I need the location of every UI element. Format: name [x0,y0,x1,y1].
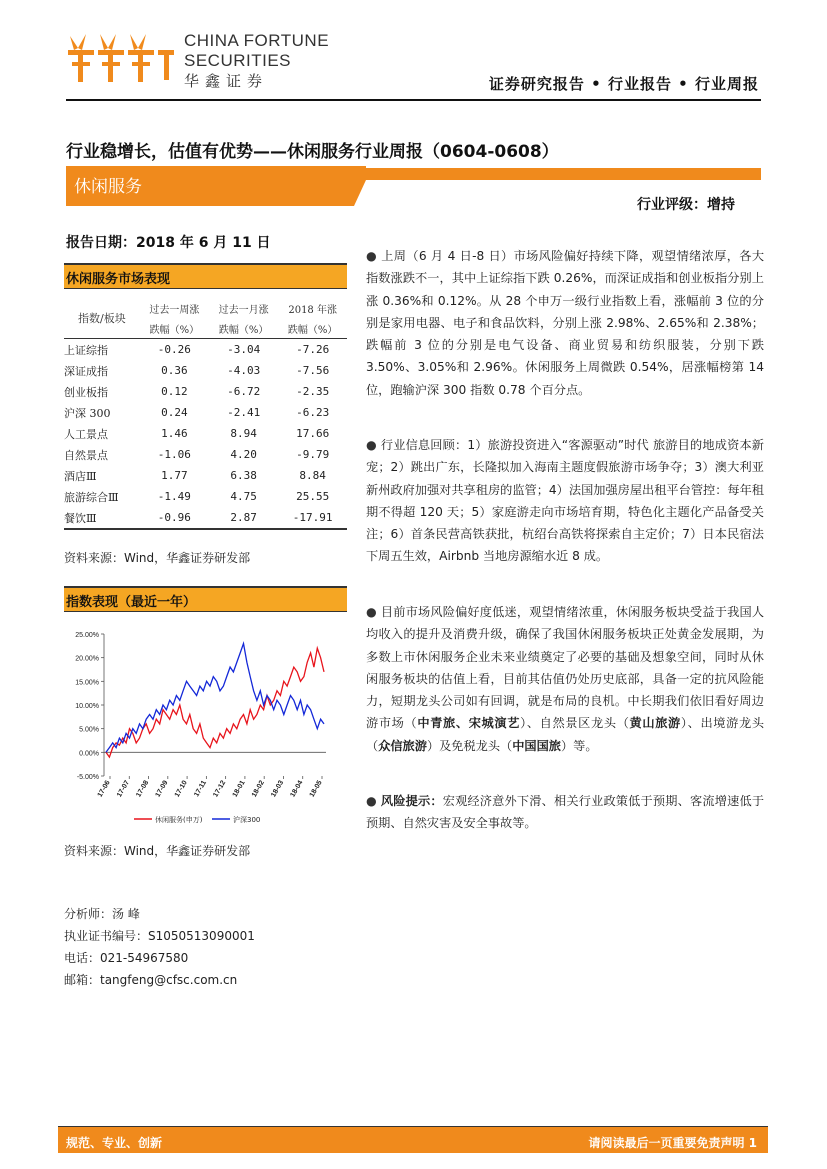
chart-heading-text: 指数表现（最近一年） [66,595,197,610]
paragraph-text: ）等。 [561,738,598,753]
row-value: 0.12 [161,385,188,398]
row-label: 自然景点 [64,448,108,462]
report-title: 行业稳增长，估值有优势——休闲服务行业周报（0604-0608） [66,142,559,162]
row-value: -6.72 [227,385,261,398]
industry-rating: 行业评级：增持 [637,197,735,213]
y-tick-label: 0.00% [79,750,99,758]
y-tick-label: -5.00% [76,774,99,781]
brand-name-en-line2: SECURITIES [184,51,292,70]
chart-heading [64,586,347,612]
row-value: 0.36 [161,364,188,377]
x-tick-label: 17-09 [154,779,170,799]
company-logo [66,28,178,90]
row-value: 8.94 [230,427,257,440]
market-table-heading-text: 休闲服务市场表现 [66,272,171,287]
y-tick-label: 25.00% [75,632,99,639]
series-line [106,648,324,757]
row-value: 17.66 [296,427,330,440]
chart-source: 资料来源：Wind，华鑫证券研发部 [64,844,251,858]
paragraph-market-review [366,245,764,401]
row-label: 创业板指 [64,385,108,399]
row-value: -17.91 [278,507,347,529]
paragraph-text: ）、自然景区龙头（ [520,716,630,731]
table-row [64,360,347,381]
legend-label: 休闲服务(申万) [155,816,203,824]
paragraph-text: 上周（6 月 4 日-8 日）市场风险偏好持续下降，观望情绪浓厚，各大指数涨跌不一，其中上证综指下跌 0.26%，而深证成指和创业板指分别上涨 0.36%和 0.12%。从 28 个申万一级行业指数上看，涨幅前 3 位的分别是家用电器、电子和食品饮料，分别上涨 2.98%、2.65%和 2.38%；跌幅前 3 位的分别是电气设备、商业贸易和纺织服装，分别下跌 3.50%、3.05%和 2.96%。休闲服务上周微跌 0.54%，居涨幅榜第 14 位，跑输沪深 300 指数 0.78 个百分点。 [366,249,765,397]
table-row [64,465,347,486]
footer-slogan: 规范、专业、创新 [66,1136,163,1150]
paragraph-text: 行业信息回顾：1）旅游投资进入“客源驱动”时代 旅游目的地成资本新宠；2）跳出广东，长隆拟加入海南主题度假旅游市场争夺；3）澳大利亚新州政府加强对共享租房的监管；4）法国加强房屋出租平台管控：每年租期不得超 120 天；5）家庭游走向市场培育期，特色化主题化产品备受关注；6）首条民营高铁获批，杭绍台高铁将探索自主定价；7）日本民宿法下周五生效，Airbnb 当地房源缩水近 8 成。 [366,438,764,564]
row-label: 上证综指 [64,343,108,357]
table-row [64,339,347,361]
bullet-icon: ● [366,249,377,263]
row-value: 1.77 [161,469,188,482]
analyst-name: 分析师：汤 峰 [64,907,140,921]
x-tick-label: 18-04 [289,779,305,799]
col-header-month: 过去一月涨 [218,304,269,316]
col-header-year: 2018 年涨 [288,304,337,316]
header-rule [66,99,761,101]
paragraph-text: ）及免税龙头（ [426,738,513,753]
paragraph-risk [366,790,764,835]
row-value: -4.03 [227,364,261,377]
row-value: 6.38 [230,469,257,482]
stock-pick: 中青旅、宋城演艺 [417,716,521,731]
row-label: 人工景点 [64,427,108,441]
legend-label: 沪深300 [233,816,261,824]
row-value: 1.46 [161,427,188,440]
row-value: 8.84 [299,469,326,482]
bullet-icon: ● [366,794,377,808]
report-category: 证券研究报告 • 行业报告 • 行业周报 [488,75,759,93]
row-value: 4.20 [230,448,257,461]
paragraph-text: 目前市场风险偏好度低迷，观望情绪浓重，休闲服务板块受益于我国人均收入的提升及消费升级，确保了我国休闲服务板块正处黄金发展期，为多数上市休闲服务企业未来业绩奠定了必要的基础及想象空间，同时从休闲服务板块的估值上看，目前其估值仍处历史底部，具备一定的抗风险能力，短期龙头公司如有回调，就是布局的良机。中长期我们依旧看好周边游市场（ [366,605,765,731]
paragraph-industry-news [366,434,764,568]
row-value: -0.26 [157,343,191,356]
row-value: 25.55 [296,490,330,503]
bullet-icon: ● [366,605,377,619]
logo-mark-icon [66,28,178,90]
row-value: -2.35 [296,385,330,398]
x-tick-label: 17-10 [173,779,189,799]
table-row [64,486,347,507]
row-value: -7.26 [296,343,330,356]
series-line [106,644,324,753]
paragraph-text: 宏观经济意外下滑、相关行业政策低于预期、客流增速低于预期、自然灾害及安全事故等。 [366,794,765,831]
paragraph-outlook [366,601,764,757]
y-tick-label: 5.00% [79,726,99,734]
table-source: 资料来源：Wind，华鑫证券研发部 [64,551,251,565]
col-header-year-unit: 跌幅（%） [278,318,347,339]
row-value: 0.24 [161,406,188,419]
stock-pick: 众信旅游 [378,738,427,753]
table-row [64,423,347,444]
analyst-cert: 执业证书编号：S1050513090001 [64,929,255,943]
bullet-icon: ● [366,438,377,452]
x-tick-label: 17-12 [212,779,228,799]
x-tick-label: 17-08 [135,779,151,799]
table-row [64,381,347,402]
row-value: -1.49 [157,490,191,503]
risk-heading: 风险提示： [380,794,443,808]
y-tick-label: 10.00% [75,703,99,710]
index-performance-chart [64,626,339,831]
x-tick-label: 17-11 [193,779,209,799]
col-header-week: 过去一周涨 [149,304,200,316]
row-value: -9.79 [296,448,330,461]
analyst-email[interactable]: 邮箱：tangfeng@cfsc.com.cn [64,973,238,987]
row-value: -0.96 [140,507,209,529]
stock-pick: 黄山旅游 [629,716,681,731]
x-tick-label: 17-07 [115,779,132,799]
x-tick-label: 18-03 [270,779,286,799]
table-header-row [64,298,347,318]
market-table-heading [64,263,347,289]
report-date: 报告日期：2018 年 6 月 11 日 [66,235,271,251]
table-row [64,402,347,423]
brand-name-en-line1: CHINA FORTUNE [184,31,330,50]
analyst-phone: 电话：021-54967580 [64,951,189,965]
sector-label: 休闲服务 [74,177,142,197]
stock-pick: 中国国旅 [512,738,561,753]
x-tick-label: 18-02 [250,779,266,799]
row-value: -6.23 [296,406,330,419]
row-value: -1.06 [157,448,191,461]
row-value: -7.56 [296,364,330,377]
y-tick-label: 15.00% [75,679,99,687]
row-value: 4.75 [230,490,257,503]
row-value: -3.04 [227,343,261,356]
x-tick-label: 18-01 [231,779,247,799]
table-row [64,444,347,465]
col-header-index: 指数/板块 [64,298,140,339]
table-row [64,507,347,529]
x-tick-label: 17-06 [96,779,112,799]
row-label: 旅游综合Ⅲ [64,490,119,504]
row-value: -2.41 [227,406,261,419]
y-tick-label: 20.00% [75,655,99,663]
market-performance-table [64,298,347,530]
brand-name-cn: 华鑫证券 [184,72,269,90]
row-label: 餐饮Ⅲ [64,507,140,529]
footer-disclaimer[interactable]: 请阅读最后一页重要免责声明 1 [588,1136,757,1150]
row-label: 沪深 300 [64,406,111,420]
row-label: 深证成指 [64,364,108,378]
x-tick-label: 18-05 [308,779,324,799]
paragraph-text: ）、出境游龙头（ [366,716,765,753]
col-header-month-unit: 跌幅（%） [209,318,278,339]
row-label: 酒店Ⅲ [64,469,97,483]
row-value: 2.87 [209,507,278,529]
col-header-week-unit: 跌幅（%） [140,318,209,339]
